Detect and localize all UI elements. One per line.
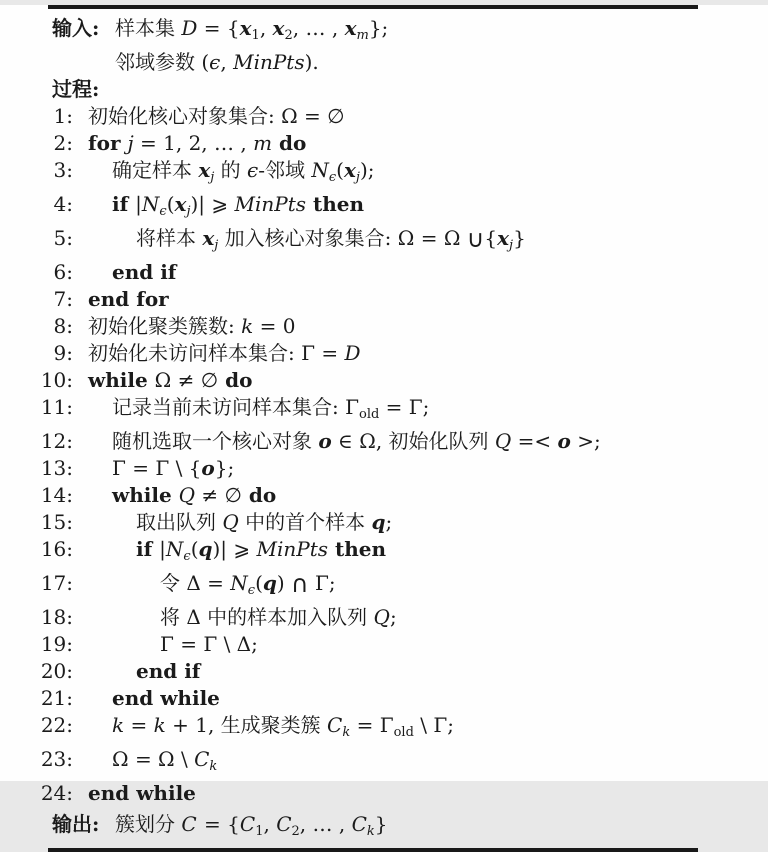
text-run: | bbox=[135, 192, 142, 216]
text-run: do bbox=[272, 131, 307, 155]
algorithm-step bbox=[40, 780, 698, 807]
step-content bbox=[88, 103, 345, 130]
text-run: 中的首个样本 bbox=[238, 510, 372, 534]
algorithm-step bbox=[40, 604, 698, 631]
text-run: for bbox=[88, 131, 128, 155]
text-run: = { bbox=[197, 812, 240, 836]
algorithm-step bbox=[40, 313, 698, 340]
step-number: 22: bbox=[40, 713, 73, 737]
text-run: , 初始化队列 bbox=[375, 429, 495, 453]
text-run: x bbox=[174, 192, 187, 216]
step-content bbox=[88, 604, 397, 631]
step-content bbox=[88, 428, 601, 455]
algorithm-step bbox=[40, 631, 698, 658]
text-run: old bbox=[393, 725, 414, 740]
text-run: MinPts bbox=[234, 192, 307, 216]
output-line bbox=[115, 811, 388, 845]
text-run: ( bbox=[255, 571, 263, 595]
step-number: 17: bbox=[40, 571, 73, 595]
input-line bbox=[115, 49, 388, 76]
step-number: 2: bbox=[53, 131, 73, 155]
text-run: 令 bbox=[160, 571, 187, 595]
text-run: x bbox=[344, 16, 357, 40]
text-run: } bbox=[513, 226, 526, 250]
text-run: 将 bbox=[160, 605, 187, 629]
step-number: 12: bbox=[40, 429, 73, 453]
process-label: 过程: bbox=[52, 77, 100, 101]
algorithm-steps bbox=[40, 103, 698, 807]
text-run: } bbox=[374, 812, 388, 836]
text-run: end while bbox=[88, 781, 196, 805]
text-run: end while bbox=[112, 686, 220, 710]
text-run: old bbox=[359, 407, 380, 422]
algorithm-box bbox=[40, 5, 698, 852]
step-number: 21: bbox=[40, 686, 73, 710]
step-number: 15: bbox=[40, 510, 73, 534]
input-label: 输入: bbox=[52, 16, 100, 40]
algorithm-step bbox=[40, 658, 698, 685]
text-run: MinPts bbox=[233, 50, 305, 74]
step-number: 14: bbox=[40, 483, 73, 507]
step-number: 5: bbox=[53, 226, 73, 250]
text-run: j bbox=[355, 170, 360, 185]
step-content bbox=[88, 259, 176, 286]
text-run: = bbox=[124, 713, 154, 737]
text-run: 初始化聚类簇数: bbox=[88, 314, 242, 338]
text-run: ϵ bbox=[328, 170, 337, 185]
text-run: 2 bbox=[291, 824, 300, 839]
step-content bbox=[88, 130, 306, 157]
text-run: Γ = bbox=[301, 341, 345, 365]
text-run: N bbox=[311, 158, 329, 182]
step-content bbox=[88, 482, 276, 509]
text-run: do bbox=[218, 368, 253, 392]
algorithm-step bbox=[40, 340, 698, 367]
text-run: Q bbox=[494, 429, 512, 453]
text-run: x bbox=[202, 226, 215, 250]
text-run: 的 bbox=[214, 158, 248, 182]
text-run: ) bbox=[276, 571, 292, 595]
text-run: Ω = Ω \ bbox=[112, 747, 195, 771]
text-run: do bbox=[241, 483, 277, 507]
text-run: 取出队列 bbox=[136, 510, 223, 534]
text-run: MinPts bbox=[256, 537, 329, 561]
text-run: q bbox=[198, 537, 213, 561]
step-content bbox=[88, 286, 169, 313]
text-run: 将样本 bbox=[136, 226, 203, 250]
step-content bbox=[88, 658, 200, 685]
text-run: , bbox=[259, 16, 273, 40]
step-number: 3: bbox=[53, 158, 73, 182]
algorithm-step bbox=[40, 367, 698, 394]
text-run: ); bbox=[359, 158, 375, 182]
algorithm-step bbox=[40, 130, 698, 157]
scanned-page bbox=[0, 5, 768, 839]
text-run: C bbox=[194, 747, 210, 771]
algorithm-step bbox=[40, 746, 698, 780]
text-run: o bbox=[557, 429, 571, 453]
text-run: , bbox=[220, 50, 234, 74]
text-run: Γ; bbox=[308, 571, 336, 595]
text-run: ∈ Ω bbox=[331, 429, 376, 453]
algorithm-step bbox=[40, 482, 698, 509]
text-run: k bbox=[241, 314, 254, 338]
step-content bbox=[88, 340, 361, 367]
step-number: 7: bbox=[53, 287, 73, 311]
text-run: j bbox=[210, 170, 215, 185]
step-number: 10: bbox=[40, 368, 73, 392]
text-run: Ω = ∅ bbox=[281, 104, 345, 128]
algorithm-step bbox=[40, 225, 698, 259]
step-number: 18: bbox=[40, 605, 73, 629]
text-run: ϵ bbox=[247, 158, 259, 182]
step-number: 9: bbox=[53, 341, 73, 365]
step-content bbox=[88, 455, 234, 482]
step-number: 8: bbox=[53, 314, 73, 338]
text-run: C bbox=[239, 812, 256, 836]
algorithm-step bbox=[40, 455, 698, 482]
text-run: ϵ bbox=[209, 50, 221, 74]
text-run: x bbox=[497, 226, 510, 250]
algorithm-step bbox=[40, 286, 698, 313]
text-run: N bbox=[141, 192, 160, 216]
text-run: Q bbox=[178, 483, 196, 507]
step-number: 4: bbox=[53, 192, 73, 216]
step-content bbox=[88, 157, 374, 191]
text-run: k bbox=[342, 725, 351, 740]
text-run: 簇划分 bbox=[115, 812, 182, 836]
text-run: = 0 bbox=[253, 314, 296, 338]
text-run: 初始化核心对象集合: bbox=[88, 104, 282, 128]
text-run: }; bbox=[368, 16, 389, 40]
text-run: o bbox=[318, 429, 332, 453]
text-run: N bbox=[230, 571, 248, 595]
text-run: j bbox=[186, 204, 191, 219]
text-run: end for bbox=[88, 287, 169, 311]
text-run: x bbox=[272, 16, 285, 40]
text-run: end if bbox=[112, 260, 177, 284]
text-run: 1 bbox=[251, 28, 260, 43]
algorithm-body bbox=[40, 9, 698, 845]
text-run: ≠ ∅ bbox=[195, 483, 242, 507]
text-run: 加入核心对象集合: bbox=[218, 226, 398, 250]
algorithm-step bbox=[40, 570, 698, 604]
algorithm-step bbox=[40, 536, 698, 570]
text-run: ( bbox=[190, 537, 199, 561]
bottom-rule bbox=[48, 848, 698, 852]
text-run: = { bbox=[197, 16, 240, 40]
text-run: o bbox=[201, 456, 215, 480]
text-run: if bbox=[136, 537, 160, 561]
step-number: 13: bbox=[40, 456, 73, 480]
step-content bbox=[88, 394, 429, 428]
text-run: = Γ; bbox=[379, 395, 430, 419]
text-run: ; bbox=[389, 605, 397, 629]
text-run: )| ⩾ bbox=[190, 192, 235, 216]
text-run: end if bbox=[136, 659, 201, 683]
text-run: D bbox=[344, 341, 361, 365]
text-run: C bbox=[351, 812, 367, 836]
text-run: while bbox=[88, 368, 155, 392]
text-run: ∩ bbox=[291, 570, 309, 598]
algorithm-step bbox=[40, 685, 698, 712]
text-run: x bbox=[343, 158, 356, 182]
text-run: m bbox=[356, 28, 369, 43]
step-content bbox=[88, 191, 364, 225]
text-run: Q bbox=[222, 510, 239, 534]
step-content bbox=[88, 631, 258, 658]
text-run: C bbox=[276, 812, 292, 836]
text-run: 2 bbox=[284, 28, 293, 43]
text-run: 初始化未访问样本集合: bbox=[88, 341, 302, 365]
algorithm-step bbox=[40, 103, 698, 130]
text-run: ). bbox=[304, 50, 319, 74]
text-run: 确定样本 bbox=[112, 158, 199, 182]
text-run: 1 bbox=[255, 824, 264, 839]
text-run: q bbox=[371, 510, 386, 534]
output-row bbox=[40, 811, 698, 845]
text-run: Ω = Ω bbox=[397, 226, 467, 250]
text-run: 中的样本加入队列 bbox=[200, 605, 374, 629]
text-run: then bbox=[306, 192, 365, 216]
step-number: 11: bbox=[40, 395, 73, 419]
process-label-row bbox=[40, 76, 698, 103]
algorithm-step bbox=[40, 191, 698, 225]
text-run: | bbox=[159, 537, 166, 561]
text-run: >; bbox=[570, 429, 601, 453]
text-run: ; bbox=[385, 510, 393, 534]
text-run: 邻域参数 bbox=[115, 50, 202, 74]
text-run: N bbox=[165, 537, 184, 561]
step-number: 1: bbox=[53, 104, 73, 128]
text-run: k bbox=[366, 824, 375, 839]
text-run: ( bbox=[336, 158, 344, 182]
input-lines bbox=[115, 15, 388, 76]
text-run: C bbox=[181, 812, 198, 836]
step-content bbox=[88, 367, 252, 394]
text-run: Γ bbox=[345, 395, 359, 419]
step-content bbox=[88, 509, 392, 536]
step-content bbox=[88, 225, 526, 259]
algorithm-step bbox=[40, 394, 698, 428]
text-run: k bbox=[153, 713, 166, 737]
text-run: Δ bbox=[186, 605, 201, 629]
algorithm-step bbox=[40, 157, 698, 191]
text-run: j bbox=[127, 131, 134, 155]
text-run: ( bbox=[201, 50, 210, 74]
step-number: 20: bbox=[40, 659, 73, 683]
step-content bbox=[88, 780, 196, 807]
text-run: 记录当前未访问样本集合: bbox=[112, 395, 346, 419]
text-run: while bbox=[112, 483, 179, 507]
text-run: m bbox=[253, 131, 273, 155]
text-run: k bbox=[112, 713, 125, 737]
text-run: ∪ bbox=[466, 225, 485, 253]
text-run: Γ = Γ \ { bbox=[112, 456, 202, 480]
text-run: = Γ bbox=[350, 713, 394, 737]
step-content bbox=[88, 570, 336, 604]
text-run: =< bbox=[511, 429, 558, 453]
text-run: 样本集 bbox=[115, 16, 182, 40]
input-line bbox=[115, 15, 388, 49]
text-run: ϵ bbox=[183, 549, 191, 564]
output-label: 输出: bbox=[52, 812, 100, 836]
text-run: if bbox=[112, 192, 136, 216]
algorithm-step bbox=[40, 712, 698, 746]
text-run: )| ⩾ bbox=[212, 537, 257, 561]
algorithm-step bbox=[40, 509, 698, 536]
text-run: Ω ≠ ∅ bbox=[154, 368, 219, 392]
text-run: -邻域 bbox=[258, 158, 312, 182]
text-run: , 生成聚类簇 bbox=[207, 713, 328, 737]
step-number: 6: bbox=[53, 260, 73, 284]
text-run: ϵ bbox=[247, 583, 256, 598]
step-content bbox=[88, 712, 454, 746]
step-content bbox=[88, 536, 386, 570]
text-run: q bbox=[262, 571, 277, 595]
input-row bbox=[40, 15, 698, 76]
text-run: k bbox=[209, 759, 218, 774]
step-number: 23: bbox=[40, 747, 73, 771]
text-run: , … , bbox=[299, 812, 352, 836]
text-run: ϵ bbox=[159, 204, 167, 219]
text-run: + 1 bbox=[165, 713, 208, 737]
step-number: 16: bbox=[40, 537, 73, 561]
text-run: j bbox=[509, 238, 514, 253]
text-run: Γ = Γ \ Δ; bbox=[160, 632, 258, 656]
step-content bbox=[88, 313, 295, 340]
text-run: D bbox=[181, 16, 198, 40]
text-run: , bbox=[263, 812, 277, 836]
text-run: \ Γ; bbox=[413, 713, 454, 737]
text-run: { bbox=[484, 226, 498, 250]
text-run: , … , bbox=[292, 16, 345, 40]
text-run: ( bbox=[166, 192, 175, 216]
text-run: = 1, 2, … , bbox=[133, 131, 254, 155]
step-content bbox=[88, 746, 217, 780]
text-run: j bbox=[214, 238, 219, 253]
text-run: x bbox=[198, 158, 211, 182]
text-run: x bbox=[239, 16, 252, 40]
text-run: Q bbox=[373, 605, 390, 629]
algorithm-step bbox=[40, 428, 698, 455]
text-run: then bbox=[328, 537, 387, 561]
text-run: Δ = bbox=[186, 571, 231, 595]
algorithm-step bbox=[40, 259, 698, 286]
step-number: 24: bbox=[40, 781, 73, 805]
step-number: 19: bbox=[40, 632, 73, 656]
text-run: C bbox=[327, 713, 343, 737]
text-run: }; bbox=[214, 456, 235, 480]
text-run: 随机选取一个核心对象 bbox=[112, 429, 319, 453]
step-content bbox=[88, 685, 220, 712]
